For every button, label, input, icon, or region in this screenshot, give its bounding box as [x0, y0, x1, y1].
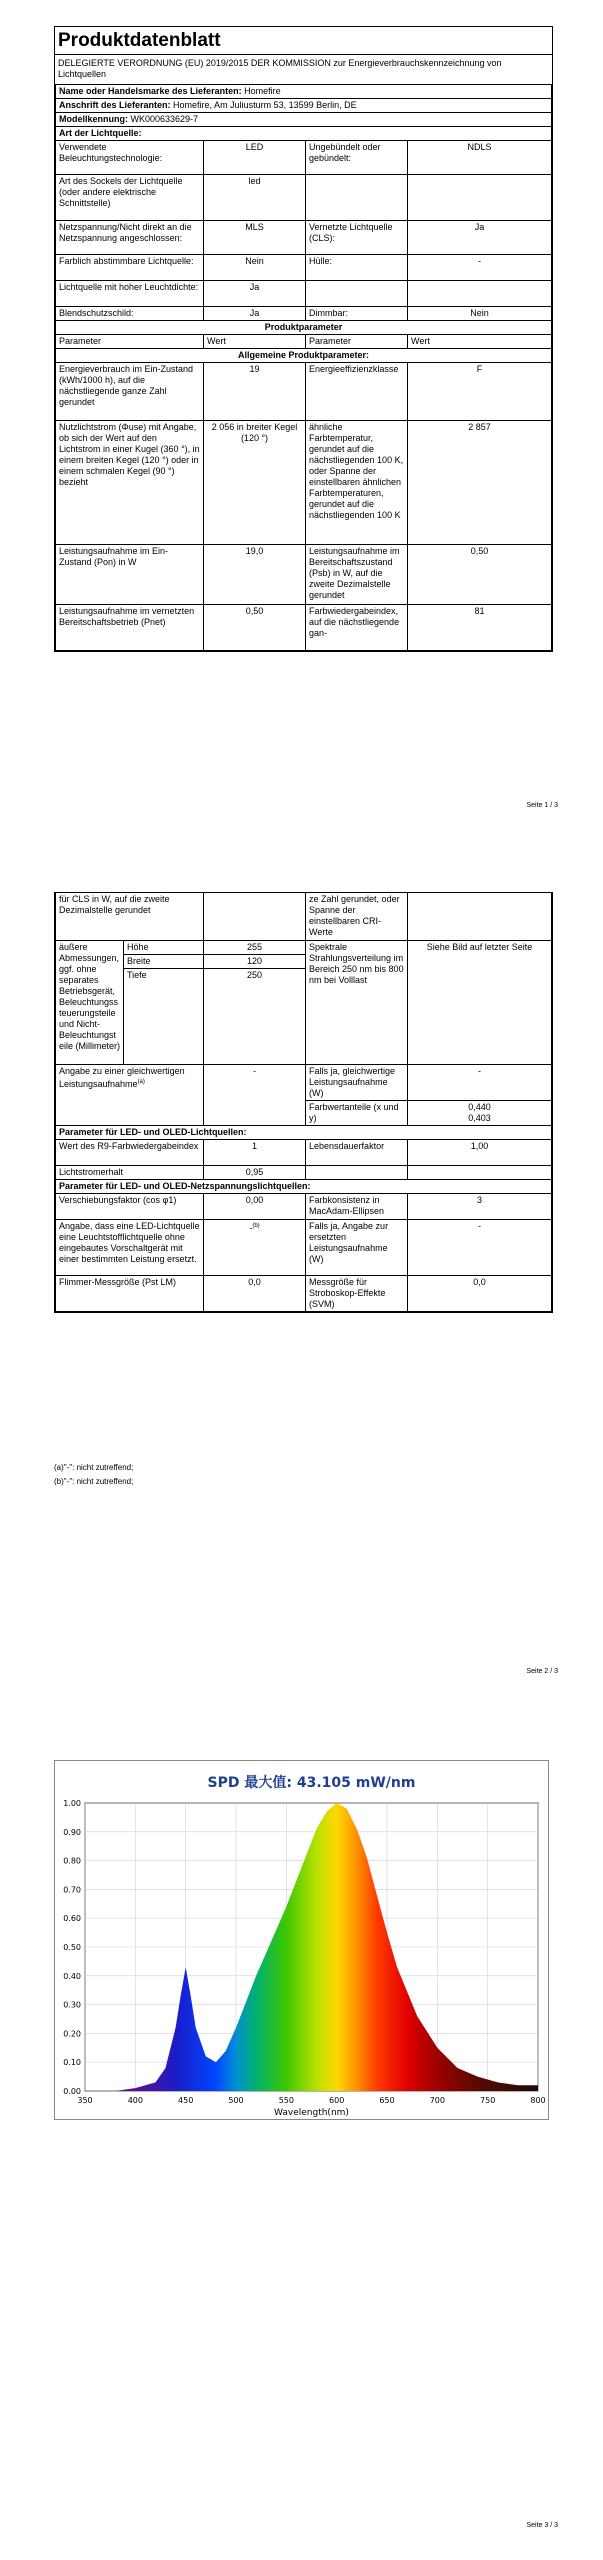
fluor-right-value: - [408, 1220, 552, 1276]
table-cell: Energieeffizienzklasse [306, 363, 408, 421]
maint-label: Lichtstromerhalt [56, 1166, 204, 1180]
equiv-right-value: - [408, 1065, 552, 1101]
table-cell: Dimmbar: [306, 307, 408, 321]
table-cell [306, 281, 408, 307]
datasheet-table-page1 [54, 26, 553, 652]
y-tick-label: 0.80 [63, 1856, 81, 1866]
table-cell [408, 1166, 552, 1180]
table-cell: Verwendete Beleuchtungstechnologie: [56, 141, 204, 175]
y-tick-label: 0.40 [63, 1971, 81, 1981]
y-tick-label: 0.60 [63, 1914, 81, 1924]
table-cell: 2 056 in breiter Kegel (120 °) [204, 421, 306, 545]
dimensions-label: äußere Abmessungen, ggf. ohne separates Betriebsgerät, Beleuchtungssteuerungsteile und Nicht-Beleuchtungsteile (Millimeter) [56, 941, 124, 1065]
table-cell [204, 893, 306, 941]
x-tick-label: 550 [278, 2096, 294, 2105]
table-cell: Art des Sockels der Lichtquelle (oder andere elektrische Schnittstelle) [56, 175, 204, 221]
equiv-label: Angabe zu einer gleichwertigen Leistungsaufnahme$^{(a)}$ [56, 1065, 204, 1126]
chart-title: SPD 最大值: 43.105 mW/nm [207, 1775, 416, 1791]
col-header-value: Wert [408, 335, 552, 349]
table-cell: - [408, 255, 552, 281]
table-cell: Vernetzte Lichtquelle (CLS): [306, 221, 408, 255]
page-2 [0, 880, 603, 1700]
x-tick-label: 500 [228, 2096, 244, 2105]
spd-chart [54, 1760, 549, 2120]
x-tick-label: 800 [530, 2096, 546, 2105]
chroma-label: Farbwertanteile (x und y) [306, 1101, 408, 1126]
product-params-header: Produktparameter [56, 321, 552, 335]
page-number: Seite 3 / 3 [526, 2522, 558, 2529]
footnote-a: (a)"-": nicht zutreffend; [54, 1463, 134, 1472]
survival-value: 1,00 [408, 1140, 552, 1166]
datasheet-table-page2 [54, 892, 553, 1313]
table-cell: MLS [204, 221, 306, 255]
table-cell: LED [204, 141, 306, 175]
r9-label: Wert des R9-Farbwiedergabeindex [56, 1140, 204, 1166]
page-number: Seite 1 / 3 [526, 802, 558, 809]
table-cell [408, 893, 552, 941]
address-row: Anschrift des Lieferanten: Homefire, Am Juliusturm 53, 13599 Berlin, DE [56, 99, 552, 113]
table-cell: 81 [408, 605, 552, 651]
y-tick-label: 0.50 [63, 1943, 81, 1952]
table-cell: 19,0 [204, 545, 306, 605]
svm-label: Messgröße für Stroboskop-Effekte (SVM) [306, 1276, 408, 1312]
mains-params-header: Parameter für LED- und OLED-Netzspannungslichtquellen: [56, 1180, 552, 1194]
col-header-param: Parameter [56, 335, 204, 349]
page-1 [0, 0, 603, 920]
mac-label: Farbkonsistenz in MacAdam-Ellipsen [306, 1194, 408, 1220]
page-title: Produktdatenblatt [55, 27, 552, 55]
table-cell: Leistungsaufnahme im Ein-Zustand (Pon) in W [56, 545, 204, 605]
table-cell: Leistungsaufnahme im vernetzten Bereitschaftsbetrieb (Pnet) [56, 605, 204, 651]
table-cell: Leistungsaufnahme im Bereitschaftszustand (Psb) in W, auf die zweite Dezimalstelle gerundet [306, 545, 408, 605]
svm-value: 0,0 [408, 1276, 552, 1312]
table-cell: 0,50 [204, 605, 306, 651]
pf-label: Verschiebungsfaktor (cos φ1) [56, 1194, 204, 1220]
info-table [55, 84, 552, 651]
table-cell: 19 [204, 363, 306, 421]
table-cell: Nein [204, 255, 306, 281]
y-tick-label: 0.00 [63, 2087, 81, 2096]
page-number: Seite 2 / 3 [526, 1668, 558, 1675]
y-tick-label: 0.10 [63, 2058, 81, 2068]
equiv-value: - [204, 1065, 306, 1126]
params-table-cont [55, 892, 552, 1312]
table-cell: Netzspannung/Nicht direkt an die Netzspannung angeschlossen: [56, 221, 204, 255]
supplier-row: Name oder Handelsmarke des Lieferanten: Homefire [56, 85, 552, 99]
table-cell: für CLS in W, auf die zweite Dezimalstelle gerundet [56, 893, 204, 941]
x-tick-label: 700 [429, 2096, 445, 2105]
table-cell: Farbwiedergabeindex, auf die nächstliegende gan- [306, 605, 408, 651]
x-tick-label: 750 [480, 2096, 496, 2105]
table-cell: Ja [204, 307, 306, 321]
flicker-label: Flimmer-Messgröße (Pst LM) [56, 1276, 204, 1312]
y-tick-label: 0.90 [63, 1827, 81, 1837]
x-axis-label: Wavelength(nm) [274, 2108, 349, 2118]
table-cell: Lichtquelle mit hoher Leuchtdichte: [56, 281, 204, 307]
table-cell: 0,50 [408, 545, 552, 605]
lightsource-type-row: Art der Lichtquelle: [56, 127, 552, 141]
table-cell: Energieverbrauch im Ein-Zustand (kWh/1000 h), auf die nächstliegende ganze Zahl gerundet [56, 363, 204, 421]
x-tick-label: 650 [379, 2096, 395, 2105]
table-cell [408, 175, 552, 221]
table-cell: NDLS [408, 141, 552, 175]
fluor-value: -$^{(b)}$ [204, 1220, 306, 1276]
table-cell: 2 857 [408, 421, 552, 545]
table-cell: F [408, 363, 552, 421]
col-header-value: Wert [204, 335, 306, 349]
dim-name: Tiefe [124, 969, 204, 1065]
dim-value: 255 [204, 941, 306, 955]
fluor-label: Angabe, dass eine LED-Lichtquelle eine Leuchtstofflichtquelle ohne eingebautes Vorschaltgerät mit einer bestimmten Leistung ersetzt. [56, 1220, 204, 1276]
x-tick-label: 400 [127, 2096, 143, 2105]
table-cell [306, 1166, 408, 1180]
equiv-right-label: Falls ja, gleichwertige Leistungsaufnahme (W) [306, 1065, 408, 1101]
y-tick-label: 0.30 [63, 2000, 81, 2010]
y-tick-label: 0.20 [63, 2029, 81, 2039]
survival-label: Lebensdauerfaktor [306, 1140, 408, 1166]
table-cell: Ungebündelt oder gebündelt: [306, 141, 408, 175]
table-cell: Farblich abstimmbare Lichtquelle: [56, 255, 204, 281]
chroma-values: 0,440 0,403 [408, 1101, 552, 1126]
pf-value: 0,00 [204, 1194, 306, 1220]
spectral-value: Siehe Bild auf letzter Seite [408, 941, 552, 1065]
table-cell: led [204, 175, 306, 221]
table-cell: Nein [408, 307, 552, 321]
table-cell: Ja [408, 221, 552, 255]
table-cell [408, 281, 552, 307]
table-cell: Ja [204, 281, 306, 307]
flicker-value: 0,0 [204, 1276, 306, 1312]
model-row: Modellkennung: WK000633629-7 [56, 113, 552, 127]
footnote-b: (b)"-": nicht zutreffend; [54, 1477, 134, 1486]
table-cell: ze Zahl gerundet, oder Spanne der einstellbaren CRI-Werte [306, 893, 408, 941]
dim-name: Breite [124, 955, 204, 969]
spd-chart-svg [55, 1761, 548, 2119]
x-tick-label: 450 [178, 2096, 194, 2105]
col-header-param: Parameter [306, 335, 408, 349]
mac-value: 3 [408, 1194, 552, 1220]
table-cell [306, 175, 408, 221]
maint-value: 0,95 [204, 1166, 306, 1180]
x-tick-label: 350 [77, 2096, 93, 2105]
table-cell: Blendschutzschild: [56, 307, 204, 321]
dim-value: 120 [204, 955, 306, 969]
led-params-header: Parameter für LED- und OLED-Lichtquellen: [56, 1126, 552, 1140]
r9-value: 1 [204, 1140, 306, 1166]
dim-name: Höhe [124, 941, 204, 955]
regulation-text: DELEGIERTE VERORDNUNG (EU) 2019/2015 DER KOMMISSION zur Energieverbrauchskennzeichnung von Lichtquellen [58, 58, 502, 79]
y-tick-label: 0.70 [63, 1885, 81, 1895]
dim-value: 250 [204, 969, 306, 1065]
table-cell: ähnliche Farbtemperatur, gerundet auf die nächstliegenden 100 K, oder Spanne der einstellbaren ähnlichen Farbtemperaturen, gerundet auf die nächstliegenden 100 K [306, 421, 408, 545]
y-tick-label: 1.00 [63, 1799, 81, 1808]
fluor-right-label: Falls ja, Angabe zur ersetzten Leistungsaufnahme (W) [306, 1220, 408, 1276]
spectral-label: Spektrale Strahlungsverteilung im Bereich 250 nm bis 800 nm bei Volllast [306, 941, 408, 1065]
general-params-header: Allgemeine Produktparameter: [56, 349, 552, 363]
table-cell: Nutzlichtstrom (Φuse) mit Angabe, ob sich der Wert auf den Lichtstrom in einer Kugel (360 °), in einem breiten Kegel (120 °) oder in einem schmalen Kegel (90 °) bezieht [56, 421, 204, 545]
x-tick-label: 600 [329, 2096, 345, 2105]
table-cell: Hülle: [306, 255, 408, 281]
